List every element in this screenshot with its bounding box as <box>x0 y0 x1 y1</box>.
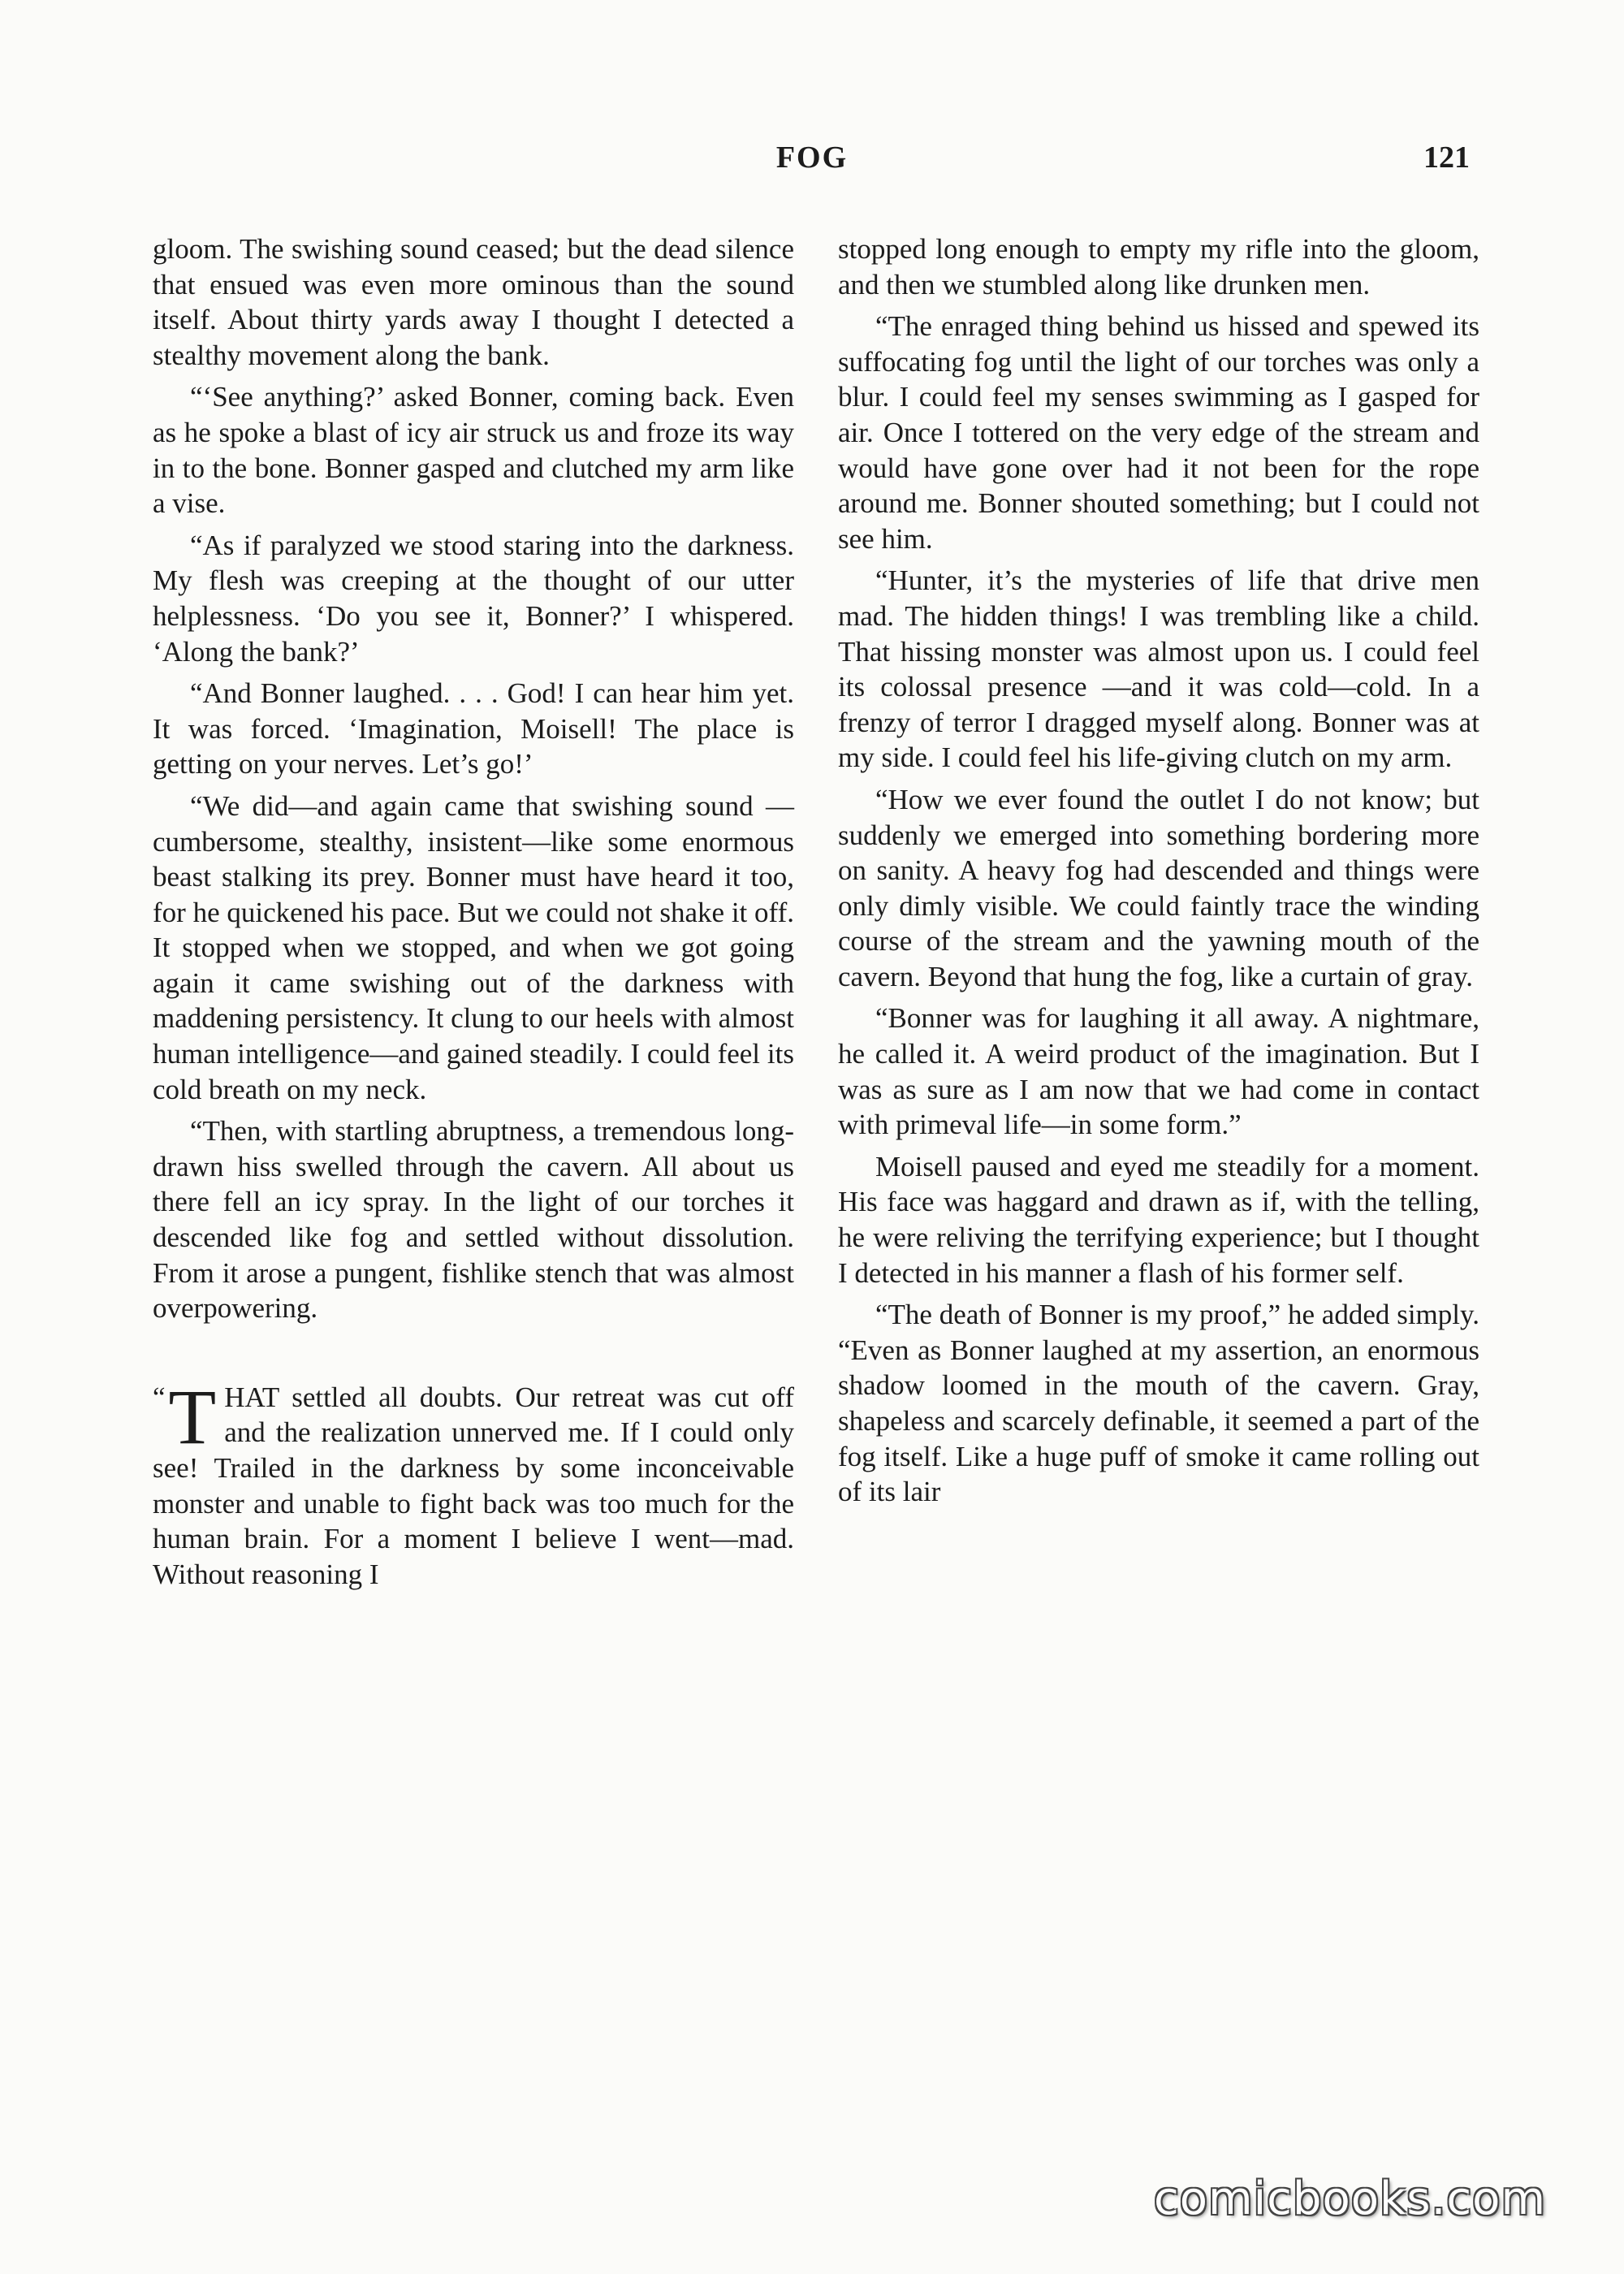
paragraph: “Hunter, it’s the mysteries of life that drive men mad. The hidden things! I was trembling like a child. That hissing monster was almost upon us. I could feel its colossal presence —and it was cold—cold. In a frenzy of terror I dragged myself along. Bonner was at my side. I could feel his life-giving clutch on my arm. <box>838 564 1479 774</box>
paragraph: “Bonner was for laughing it all away. A nightmare, he called it. A weird product of the imagination. But I was as sure as I am now that we had come in contact with primeval life—in some form.” <box>838 1002 1479 1141</box>
page-header <box>0 140 1624 188</box>
paragraph: gloom. The swishing sound ceased; but the dead silence that ensued was even more ominous than the sound itself. About thirty yards away I thought I detected a stealthy movement along the bank. <box>153 233 794 371</box>
paragraph: “Then, with startling abruptness, a tremendous long-drawn hiss swelled through the cavern. All about us there fell an icy spray. In the light of our torches it descended like fog and settled without dissolution. From it arose a pungent, fishlike stench that was almost overpowering. <box>153 1115 794 1325</box>
watermark-logo: comicbooks.com <box>1153 2172 1546 2225</box>
paragraph: Moisell paused and eyed me steadily for a moment. His face was haggard and drawn as if, with the telling, he were reliving the terrifying experience; but I thought I detected in his manner a flash of his former self. <box>838 1150 1479 1289</box>
paragraph: “We did—and again came that swishing sound — cumbersome, stealthy, insistent—like some enormous beast stalking its prey. Bonner must have heard it too, for he quickened his pace. But we could not shake it off. It stopped when we stopped, and when we got going again it came swishing out of the darkness with maddening persistency. It clung to our heels with almost human intelligence—and gained steadily. I could feel its cold breath on my neck. <box>153 789 794 1105</box>
drop-cap: T <box>168 1373 217 1460</box>
left-column <box>153 231 794 1598</box>
paragraph: “The death of Bonner is my proof,” he added simply. “Even as Bonner laughed at my assertion, an enormous shadow loomed in the mouth of the cavern. Gray, shapeless and scarcely definable, it seemed a part of the fog itself. Like a huge puff of smoke it came rolling out of its lair <box>838 1299 1479 1508</box>
paragraph: stopped long enough to empty my rifle into the gloom, and then we stumbled along like drunken men. <box>838 233 1479 300</box>
opening-quote: “ <box>153 1381 166 1413</box>
paragraph: “And Bonner laughed. . . . God! I can hear him yet. It was forced. ‘Imagination, Moisell! The place is getting on your nerves. Let’s go!’ <box>153 677 794 780</box>
section-break <box>153 1333 794 1380</box>
paragraph: “‘See anything?’ asked Bonner, coming back. Even as he spoke a blast of icy air struck us and froze its way in to the bone. Bonner gasped and clutched my arm like a vise. <box>153 381 794 520</box>
page-number: 121 <box>1423 141 1470 175</box>
dropcap-paragraph <box>153 1373 794 1593</box>
dropcap-paragraph-text: HAT settled all doubts. Our retreat was cut off and the realization unnerved me. If I could only see! Trailed in the darkness by some inconceivable monster and unable to fight back was too much for the human brain. For a moment I believe I went—mad. Without reasoning I <box>153 1381 794 1590</box>
paragraph: “As if paralyzed we stood staring into the darkness. My flesh was creeping at the thought of our utter helplessness. ‘Do you see it, Bonner?’ I whispered. ‘Along the bank?’ <box>153 529 794 668</box>
paragraph: “The enraged thing behind us hissed and spewed its suffocating fog until the light of our torches was only a blur. I could feel my senses swimming as I gasped for air. Once I tottered on the very edge of the stream and would have gone over had it not been for the rope around me. Bonner shouted something; but I could not see him. <box>838 310 1479 555</box>
running-title: FOG <box>775 141 849 175</box>
right-column <box>838 231 1479 1516</box>
paragraph: “How we ever found the outlet I do not know; but suddenly we emerged into something bordering more on sanity. A heavy fog had descended and things were only dimly visible. We could faintly trace the winding course of the stream and the yawning mouth of the cavern. Beyond that hung the fog, like a curtain of gray. <box>838 783 1479 992</box>
